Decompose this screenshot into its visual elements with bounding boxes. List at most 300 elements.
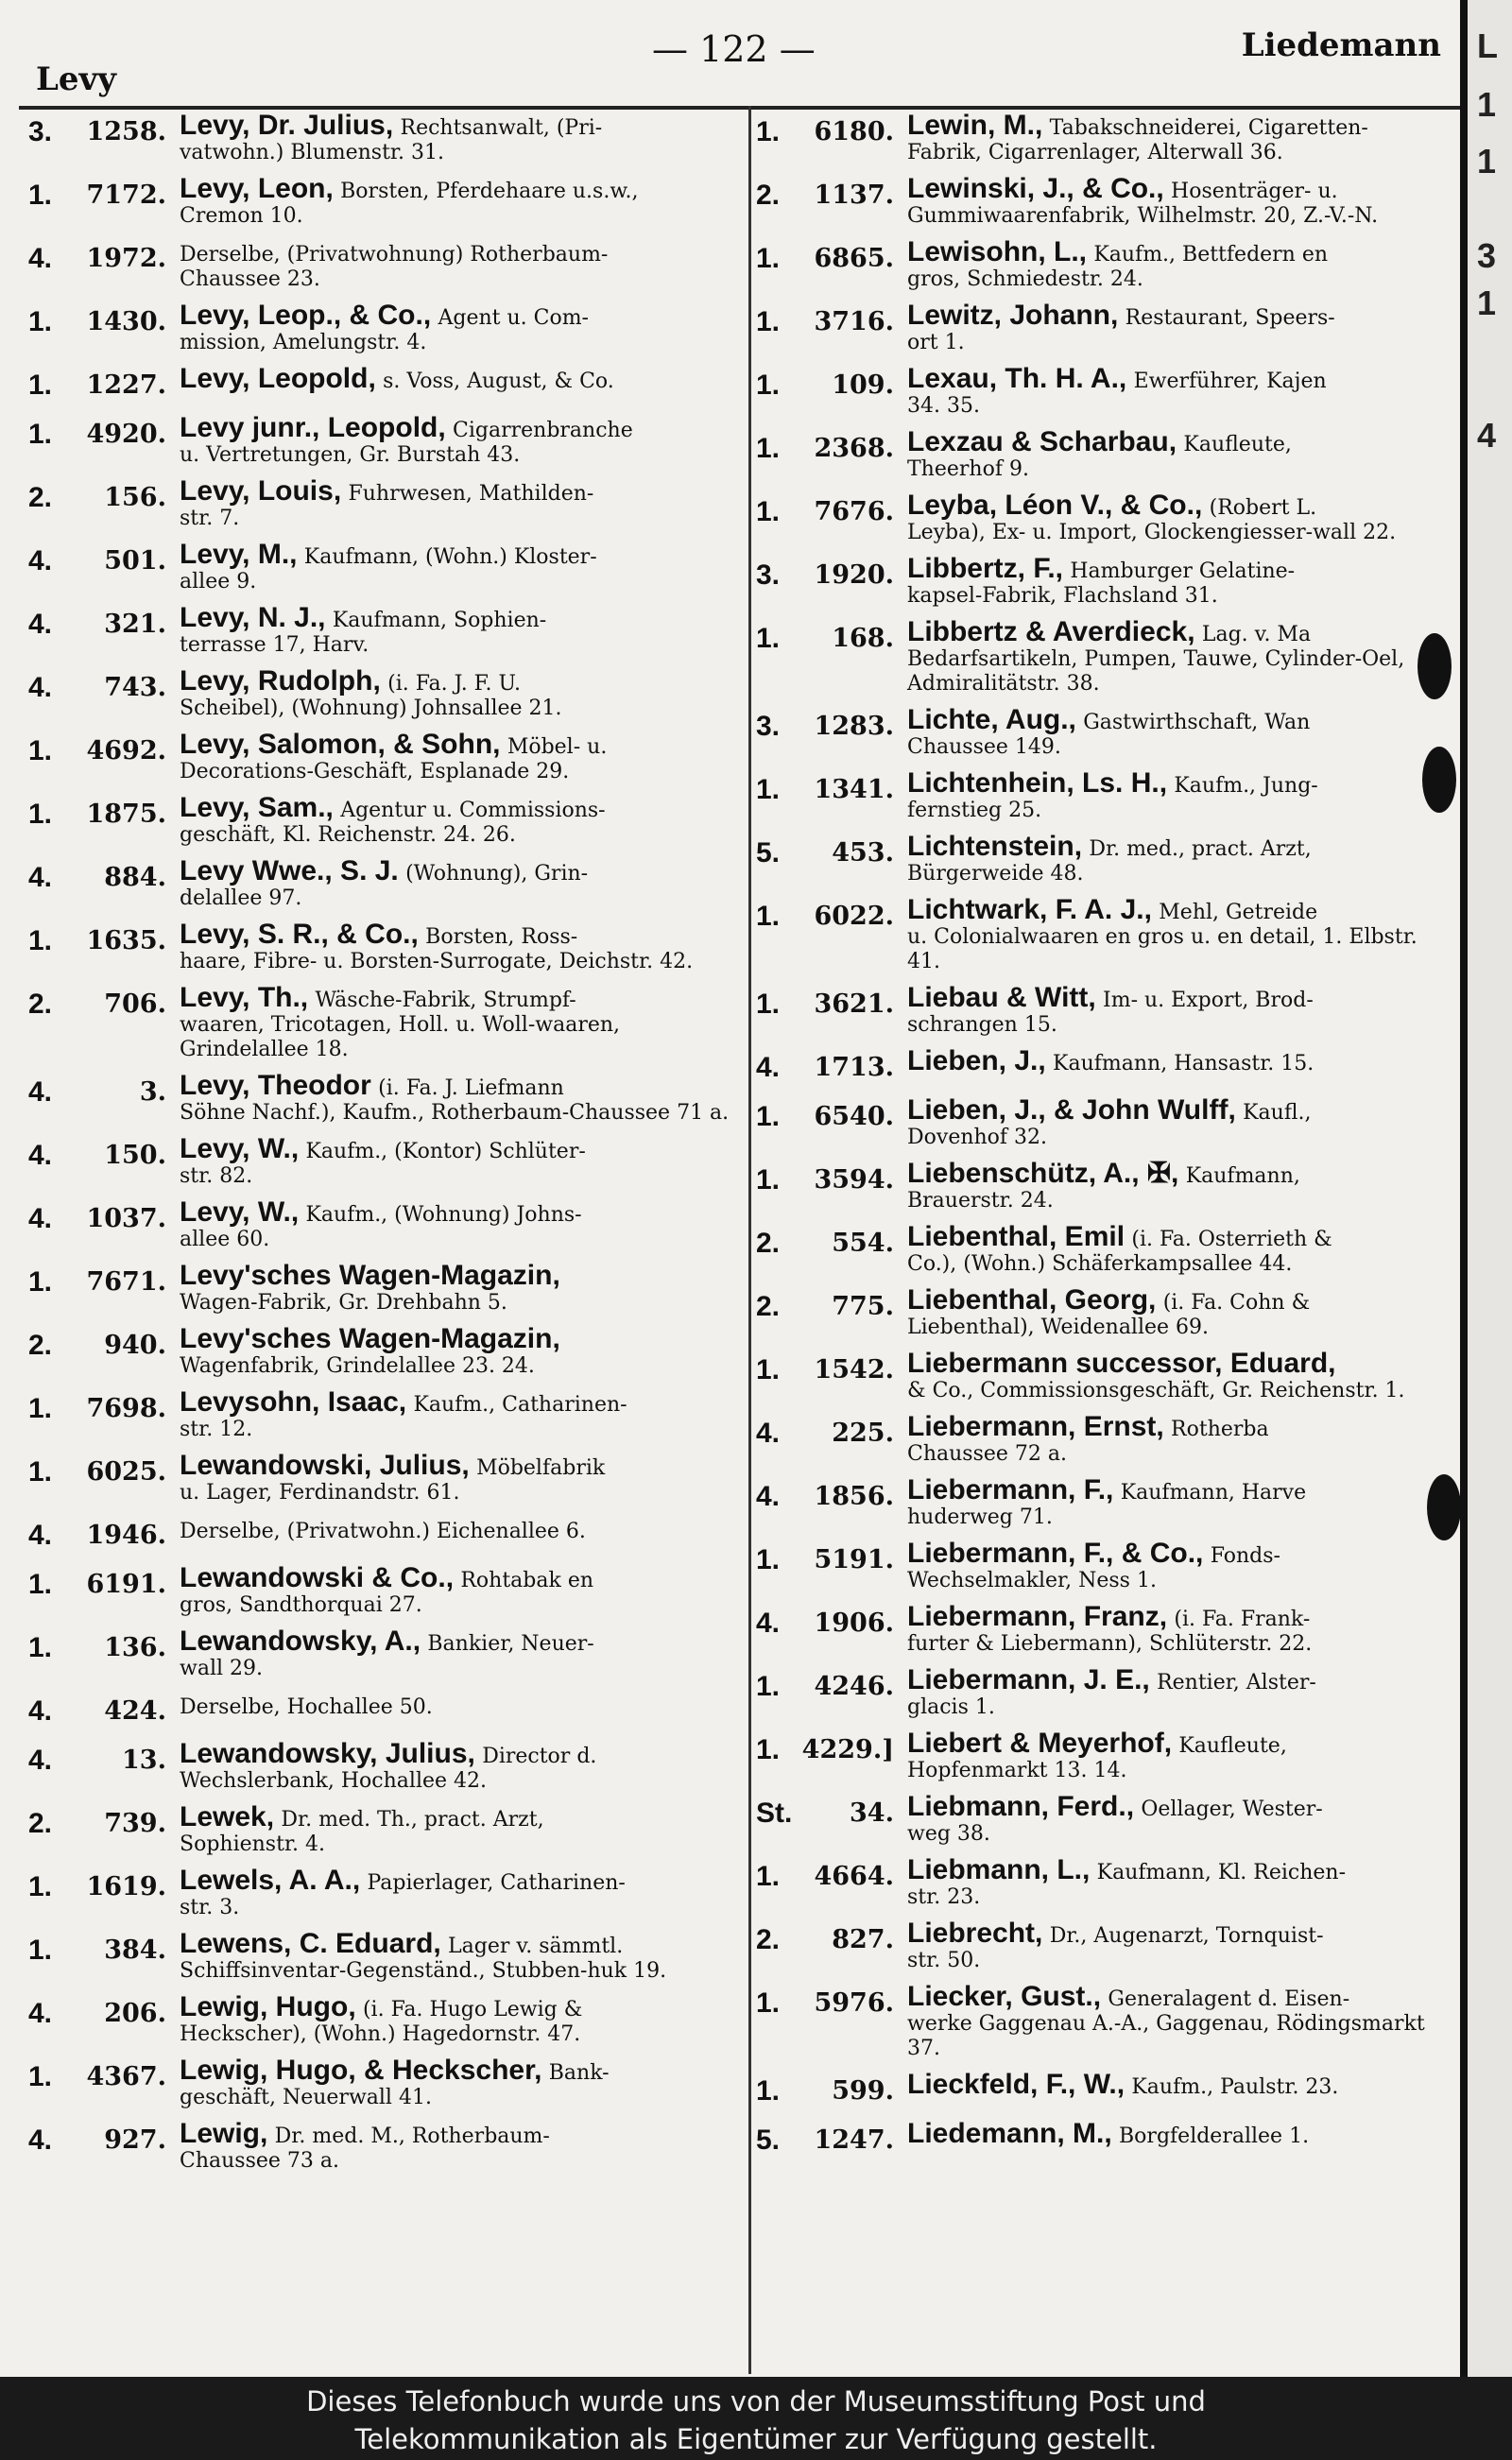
entry-description: Dr. med., pract. Arzt,: [1089, 837, 1312, 861]
district-number: 4.: [28, 1203, 53, 1234]
entry-continuation: Co.), (Wohn.) Schäferkampsallee 44.: [907, 1252, 1293, 1276]
directory-entry: [756, 1411, 1451, 1467]
entry-name: Liebau & Witt,: [907, 982, 1096, 1013]
phone-number: 321.: [104, 610, 166, 639]
district-number: 1.: [28, 1266, 53, 1298]
directory-entry: [28, 2055, 739, 2110]
entry-continuation: str. 82.: [180, 1164, 253, 1188]
directory-entry: [28, 792, 739, 848]
entry-continuation: gros, Schmiedestr. 24.: [907, 267, 1143, 291]
directory-entry: [756, 1854, 1451, 1910]
district-number: 1.: [28, 419, 53, 450]
district-number: 3.: [756, 559, 781, 591]
phone-number: 3716.: [814, 307, 894, 336]
district-number: 2.: [756, 1228, 781, 1259]
phone-number: 4692.: [86, 736, 166, 766]
phone-number: 5191.: [814, 1545, 894, 1574]
entry-description: Mehl, Getreide: [1159, 901, 1318, 924]
entry-description: Kaufmann, Hansastr. 15.: [1053, 1052, 1314, 1075]
entry-text: [907, 1981, 1451, 2061]
phone-number: 34.: [850, 1798, 894, 1828]
entry-description: (i. Fa. Osterrieth &: [1131, 1228, 1332, 1251]
district-number: 4.: [756, 1418, 781, 1449]
directory-entry: [28, 412, 739, 468]
phone-number: 2368.: [814, 434, 894, 463]
entry-continuation: schrangen 15.: [907, 1013, 1057, 1037]
directory-entry: [756, 300, 1451, 355]
district-number: 3.: [756, 711, 781, 742]
entry-continuation: waaren, Tricotagen, Holl. u. Woll-waaren, Grindelallee 18.: [180, 1013, 621, 1061]
directory-entry: [756, 1538, 1451, 1593]
entry-text: [180, 1928, 739, 1984]
directory-entry: [756, 2069, 1451, 2110]
entry-name: Levy, Theodor: [180, 1070, 371, 1101]
district-number: 4.: [28, 1076, 53, 1108]
entry-name: Lewitz, Johann,: [907, 300, 1119, 331]
phone-number: 206.: [104, 1999, 166, 2028]
phone-number: 225.: [832, 1419, 894, 1448]
entry-text: [907, 1791, 1451, 1847]
entry-continuation: allee 9.: [180, 570, 257, 593]
entry-description: s. Voss, August, & Co.: [383, 370, 614, 393]
entry-text: [180, 982, 739, 1062]
entry-continuation: Sophienstr. 4.: [180, 1832, 325, 1856]
entry-text: [180, 539, 739, 594]
phone-number: 706.: [104, 989, 166, 1019]
district-number: 1.: [28, 1569, 53, 1600]
phone-number: 554.: [832, 1229, 894, 1258]
entry-continuation: Fabrik, Cigarrenlager, Alterwall 36.: [907, 141, 1283, 164]
directory-entry: [756, 767, 1451, 823]
phone-number: 1856.: [814, 1482, 894, 1511]
phone-number: 599.: [832, 2076, 894, 2106]
entry-description: Fuhrwesen, Mathilden-: [348, 482, 594, 506]
left-column: [28, 113, 739, 2363]
directory-entry: [756, 236, 1451, 292]
phone-number: 6022.: [814, 902, 894, 931]
entry-text: [180, 729, 739, 784]
district-number: 2.: [28, 482, 53, 513]
district-number: 2.: [756, 1291, 781, 1322]
directory-entry: [756, 1918, 1451, 1973]
district-number: 4.: [28, 1520, 53, 1551]
directory-entry: [28, 1386, 739, 1442]
entry-continuation: delallee 97.: [180, 886, 302, 910]
district-number: 4.: [28, 1998, 53, 2029]
entry-continuation: ort 1.: [907, 331, 965, 354]
district-number: 2.: [756, 180, 781, 211]
directory-entry: [28, 539, 739, 594]
entry-name: Lichtwark, F. A. J.,: [907, 894, 1152, 925]
entry-text: [907, 236, 1451, 292]
phone-number: 1430.: [86, 307, 166, 336]
phone-number: 1972.: [86, 244, 166, 273]
phone-number: 136.: [104, 1633, 166, 1662]
entry-name: Liebrecht,: [907, 1918, 1043, 1949]
entry-description: Kaufm., Jung-: [1174, 774, 1318, 798]
directory-entry: [756, 704, 1451, 760]
header-rule: [19, 106, 1460, 110]
entry-text: [907, 1158, 1451, 1213]
district-number: 1.: [756, 306, 781, 337]
phone-number: 739.: [104, 1809, 166, 1838]
phone-number: 156.: [104, 483, 166, 512]
phone-number: 1713.: [814, 1053, 894, 1082]
entry-text: [907, 173, 1451, 229]
entry-text: [180, 1133, 739, 1189]
entry-name: Libbertz, F.,: [907, 553, 1063, 584]
entry-name: Levysohn, Isaac,: [180, 1386, 407, 1418]
directory-entry: [756, 2118, 1451, 2159]
district-number: 1.: [28, 735, 53, 766]
directory-entry: [28, 1517, 739, 1555]
phone-number: 1283.: [814, 712, 894, 741]
entry-name: Lexau, Th. H. A.,: [907, 363, 1127, 394]
entry-text: [907, 490, 1451, 545]
phone-number: 6865.: [814, 244, 894, 273]
entry-description: (i. Fa. Cohn &: [1162, 1291, 1311, 1315]
entry-text: [907, 767, 1451, 823]
entry-name: Levy, W.,: [180, 1133, 300, 1164]
phone-number: 1946.: [86, 1521, 166, 1550]
entry-name: Levy, Sam.,: [180, 792, 334, 823]
entry-continuation: Leyba), Ex- u. Import, Glockengiesser-wall 22.: [907, 521, 1397, 544]
district-number: 1.: [756, 370, 781, 401]
district-number: 1.: [756, 1354, 781, 1385]
entry-name: Lewinski, J., & Co.,: [907, 173, 1164, 204]
directory-entry: [28, 982, 739, 1062]
entry-description: Borsten, Pferdehaare u.s.w.,: [340, 180, 639, 203]
entry-text: [180, 412, 739, 468]
entry-name: Lewandowsky, Julius,: [180, 1738, 475, 1769]
district-number: 1.: [756, 774, 781, 805]
entry-name: Liebermann, Franz,: [907, 1601, 1168, 1632]
directory-entry: [28, 1928, 739, 1984]
directory-entry: [28, 919, 739, 974]
directory-entry: [756, 113, 1451, 165]
footer-line-2: Telekommunikation als Eigentümer zur Verfügung gestellt.: [354, 2423, 1158, 2455]
district-number: 5.: [756, 2125, 781, 2156]
entry-text: [907, 1094, 1451, 1150]
entry-description: Bankier, Neuer-: [427, 1632, 594, 1656]
entry-continuation: Hopfenmarkt 13. 14.: [907, 1759, 1127, 1782]
entry-description: Derselbe, Hochallee 50.: [180, 1695, 433, 1719]
entry-text: [907, 894, 1451, 974]
entry-text: [907, 113, 1451, 165]
directory-entry: [28, 729, 739, 784]
directory-entry: [28, 1196, 739, 1252]
entry-text: [180, 1738, 739, 1794]
phone-number: 501.: [104, 546, 166, 576]
entry-name: Lewisohn, L.,: [907, 236, 1088, 267]
directory-entry: [756, 1791, 1451, 1847]
district-number: 1.: [756, 1671, 781, 1702]
directory-entry: [756, 1348, 1451, 1403]
entry-text: [180, 113, 739, 165]
directory-entry: [28, 855, 739, 911]
entry-continuation: Bürgerweide 48.: [907, 862, 1084, 886]
entry-text: [907, 426, 1451, 482]
entry-description: Borsten, Ross-: [425, 925, 578, 949]
entry-description: Kaufl.,: [1243, 1101, 1312, 1125]
district-number: 1.: [756, 243, 781, 274]
entry-name: Lewandowski & Co.,: [180, 1562, 455, 1593]
entry-name: Lewig,: [180, 2118, 268, 2149]
entry-name: Lichte, Aug.,: [907, 704, 1076, 735]
district-number: 1.: [756, 433, 781, 464]
entry-text: [180, 1865, 739, 1920]
directory-entry: [28, 300, 739, 355]
entry-description: Kaufm., Paulstr. 23.: [1131, 2075, 1339, 2099]
entry-continuation: Schiffsinventar-Gegenständ., Stubben-huk 19.: [180, 1959, 667, 1983]
directory-entry: [28, 1738, 739, 1794]
ink-blot: [1427, 1474, 1460, 1540]
entry-description: (i. Fa. J. Liefmann: [378, 1076, 564, 1100]
entry-name: Levy, Salomon, & Sohn,: [180, 729, 501, 760]
phone-number: 4367.: [86, 2062, 166, 2091]
adjacent-page-fragment: 1: [1477, 284, 1497, 322]
entry-continuation: mission, Amelungstr. 4.: [180, 331, 427, 354]
phone-number: 168.: [832, 624, 894, 653]
district-number: 4.: [28, 862, 53, 893]
entry-continuation: geschäft, Kl. Reichenstr. 24. 26.: [180, 823, 516, 847]
district-number: 1.: [756, 1734, 781, 1765]
footer-line-1: Dieses Telefonbuch wurde uns von der Museumsstiftung Post und: [306, 2385, 1206, 2417]
entry-name: Levy, W.,: [180, 1196, 300, 1228]
entry-description: (i. Fa. Frank-: [1174, 1608, 1311, 1631]
directory-entry: [28, 1991, 739, 2047]
entry-continuation: glacis 1.: [907, 1695, 995, 1719]
entry-description: Rentier, Alster-: [1157, 1671, 1316, 1694]
entry-continuation: Wechslerbank, Hochallee 42.: [180, 1769, 488, 1793]
district-number: 1.: [28, 799, 53, 830]
entry-name: Lewandowsky, A.,: [180, 1626, 421, 1657]
directory-entry: [756, 1474, 1451, 1530]
directory-entry: [756, 1284, 1451, 1340]
district-number: 1.: [756, 1987, 781, 2019]
phone-number: 3621.: [814, 989, 894, 1019]
entry-text: [180, 855, 739, 911]
entry-description: (Robert L.: [1209, 496, 1317, 520]
district-number: 4.: [756, 1481, 781, 1512]
entry-description: Dr. med. Th., pract. Arzt,: [281, 1808, 544, 1832]
directory-entry: [28, 113, 739, 165]
entry-name: Levy, Dr. Julius,: [180, 113, 394, 141]
entry-name: Liecker, Gust.,: [907, 1981, 1102, 2012]
entry-text: [180, 2118, 739, 2174]
entry-continuation: Brauerstr. 24.: [907, 1189, 1054, 1213]
phone-number: 1227.: [86, 370, 166, 400]
adjacent-page-fragment: 1: [1477, 142, 1497, 181]
entry-description: Oellager, Wester-: [1141, 1798, 1323, 1821]
entry-name: Liebenthal, Emil: [907, 1221, 1125, 1252]
phone-number: 743.: [104, 673, 166, 702]
entry-text: [180, 919, 739, 974]
entry-continuation: Chaussee 149.: [907, 735, 1061, 759]
phone-number: 4920.: [86, 420, 166, 449]
phone-number: 7671.: [86, 1267, 166, 1297]
phone-number: 7676.: [814, 497, 894, 526]
phone-number: 927.: [104, 2125, 166, 2155]
entry-description: (i. Fa. Hugo Lewig &: [362, 1998, 583, 2021]
district-number: 1.: [756, 623, 781, 654]
entry-text: [907, 1728, 1451, 1783]
entry-continuation: Chaussee 23.: [180, 267, 320, 291]
entry-text: [907, 1411, 1451, 1467]
entry-text: [907, 1284, 1451, 1340]
adjacent-page-fragment: 3: [1477, 236, 1497, 275]
entry-name: Liebmann, Ferd.,: [907, 1791, 1135, 1822]
entry-name: Levy junr., Leopold,: [180, 412, 446, 443]
phone-number: 1137.: [814, 181, 894, 210]
district-number: 4.: [28, 545, 53, 576]
entry-description: Derselbe, (Privatwohn.) Eichenallee 6.: [180, 1520, 586, 1543]
directory-entry: [756, 616, 1451, 697]
entry-name: Levy'sches Wagen-Magazin,: [180, 1260, 560, 1291]
entry-text: [907, 2118, 1451, 2149]
entry-description: Kaufm., Catharinen-: [413, 1393, 627, 1417]
entry-text: [180, 2055, 739, 2110]
entry-description: Bank-: [548, 2061, 610, 2085]
district-number: St.: [756, 1798, 793, 1829]
district-number: 4.: [28, 609, 53, 640]
entry-text: [907, 704, 1451, 760]
entry-description: Papierlager, Catharinen-: [367, 1871, 626, 1895]
phone-number: 3594.: [814, 1165, 894, 1195]
entry-description: Fonds-: [1210, 1544, 1280, 1568]
entry-description: Dr. med. M., Rotherbaum-: [274, 2125, 550, 2148]
entry-name: Liebmann, L.,: [907, 1854, 1091, 1885]
entry-continuation: str. 50.: [907, 1949, 981, 1972]
district-number: 1.: [756, 901, 781, 932]
header-left-keyword: Levy: [36, 60, 117, 98]
entry-text: [907, 1045, 1451, 1076]
district-number: 2.: [28, 989, 53, 1020]
phone-number: 6191.: [86, 1570, 166, 1599]
phone-number: 827.: [832, 1925, 894, 1954]
directory-entry: [28, 1693, 739, 1730]
entry-description: Borgfelderallee 1.: [1119, 2125, 1310, 2148]
entry-continuation: Wagen-Fabrik, Gr. Drehbahn 5.: [180, 1291, 507, 1315]
entry-description: Dr., Augenarzt, Tornquist-: [1049, 1924, 1324, 1948]
district-number: 1.: [28, 1393, 53, 1424]
phone-number: 884.: [104, 863, 166, 892]
entry-continuation: str. 7.: [180, 507, 240, 530]
entry-text: [907, 1221, 1451, 1277]
directory-entry: [28, 1450, 739, 1505]
directory-entry: [756, 426, 1451, 482]
entry-text: [180, 240, 739, 292]
entry-continuation: haare, Fibre- u. Borsten-Surrogate, Deichstr. 42.: [180, 950, 694, 973]
entry-continuation: allee 60.: [180, 1228, 270, 1251]
entry-description: Derselbe, (Privatwohnung) Rotherbaum-: [180, 243, 609, 267]
entry-name: Levy, Rudolph,: [180, 665, 381, 697]
district-number: 4.: [28, 1745, 53, 1776]
phone-number: 7172.: [86, 181, 166, 210]
entry-text: [180, 1450, 739, 1505]
district-number: 1.: [28, 1456, 53, 1488]
entry-name: Lewin, M.,: [907, 113, 1043, 141]
district-number: 4.: [28, 243, 53, 274]
entry-continuation: str. 12.: [180, 1418, 253, 1441]
phone-number: 1341.: [814, 775, 894, 804]
entry-name: Lieben, J.,: [907, 1045, 1046, 1076]
entry-description: Kaufmann, Harve: [1120, 1481, 1307, 1505]
entry-continuation: Söhne Nachf.), Kaufm., Rotherbaum-Chaussee 71 a.: [180, 1101, 730, 1125]
entry-description: Kaufm., Bettfedern en: [1093, 243, 1329, 267]
entry-description: Director d.: [482, 1745, 597, 1768]
phone-number: 109.: [832, 370, 894, 400]
entry-name: Liebermann, Ernst,: [907, 1411, 1164, 1442]
entry-text: [907, 1348, 1451, 1403]
directory-entry: [756, 363, 1451, 419]
district-number: 1.: [756, 496, 781, 527]
entry-continuation: Chaussee 72 a.: [907, 1442, 1067, 1466]
district-number: 1.: [756, 1101, 781, 1132]
entry-text: [907, 831, 1451, 886]
phone-number: 384.: [104, 1935, 166, 1965]
entry-continuation: Wagenfabrik, Grindelallee 23. 24.: [180, 1354, 535, 1378]
entry-continuation: Bedarfsartikeln, Pumpen, Tauwe, Cylinder-Oel, Admiralitätstr. 38.: [907, 647, 1405, 696]
directory-entry: [756, 1221, 1451, 1277]
entry-continuation: u. Lager, Ferdinandstr. 61.: [180, 1481, 460, 1505]
entry-continuation: u. Colonialwaaren en gros u. en detail, 1. Elbstr. 41.: [907, 925, 1418, 973]
district-number: 2.: [756, 1924, 781, 1955]
entry-name: Lieben, J., & John Wulff,: [907, 1094, 1236, 1126]
entry-continuation: kapsel-Fabrik, Flachsland 31.: [907, 584, 1218, 608]
entry-description: Cigarrenbranche: [453, 419, 633, 442]
entry-name: Liebermann, J. E.,: [907, 1664, 1150, 1695]
directory-entry: [28, 665, 739, 721]
entry-continuation: Liebenthal), Weidenallee 69.: [907, 1316, 1210, 1339]
ink-blot: [1418, 633, 1452, 699]
entry-name: Lewandowski, Julius,: [180, 1450, 470, 1481]
entry-description: Agent u. Com-: [438, 306, 589, 330]
phone-number: 13.: [122, 1746, 166, 1775]
phone-number: 1635.: [86, 926, 166, 955]
entry-description: Rohtabak en: [460, 1569, 594, 1592]
entry-name: Levy, S. R., & Co.,: [180, 919, 419, 950]
entry-description: Hosenträger- u.: [1171, 180, 1338, 203]
entry-name: Liebermann, F.,: [907, 1474, 1114, 1505]
entry-description: Kaufmann, Sophien-: [332, 609, 547, 632]
directory-entry: [28, 363, 739, 404]
entry-name: Levy, N. J.,: [180, 602, 326, 633]
entry-text: [907, 616, 1451, 697]
phone-number: 424.: [104, 1696, 166, 1726]
district-number: 1.: [28, 1871, 53, 1902]
entry-name: Levy, Th.,: [180, 982, 309, 1013]
directory-entry: [756, 982, 1451, 1038]
district-number: 1.: [28, 306, 53, 337]
phone-number: 150.: [104, 1141, 166, 1170]
adjacent-page-edge: [1460, 0, 1512, 2377]
directory-entry: [28, 1626, 739, 1681]
phone-number: 4229.]: [801, 1735, 894, 1764]
entry-description: Generalagent d. Eisen-: [1108, 1987, 1350, 2011]
entry-description: Kaufm., (Kontor) Schlüter-: [305, 1140, 586, 1163]
entry-continuation: Wechselmakler, Ness 1.: [907, 1569, 1157, 1592]
entry-text: [180, 792, 739, 848]
district-number: 3.: [28, 116, 53, 147]
phone-number: 940.: [104, 1331, 166, 1360]
entry-text: [180, 1386, 739, 1442]
right-column: [756, 113, 1451, 2363]
entry-continuation: Gummiwaarenfabrik, Wilhelmstr. 20, Z.-V.-N.: [907, 204, 1379, 228]
phone-number: 4246.: [814, 1672, 894, 1701]
entry-description: Kaufmann, Kl. Reichen-: [1096, 1861, 1347, 1884]
entry-description: Restaurant, Speers-: [1125, 306, 1335, 330]
